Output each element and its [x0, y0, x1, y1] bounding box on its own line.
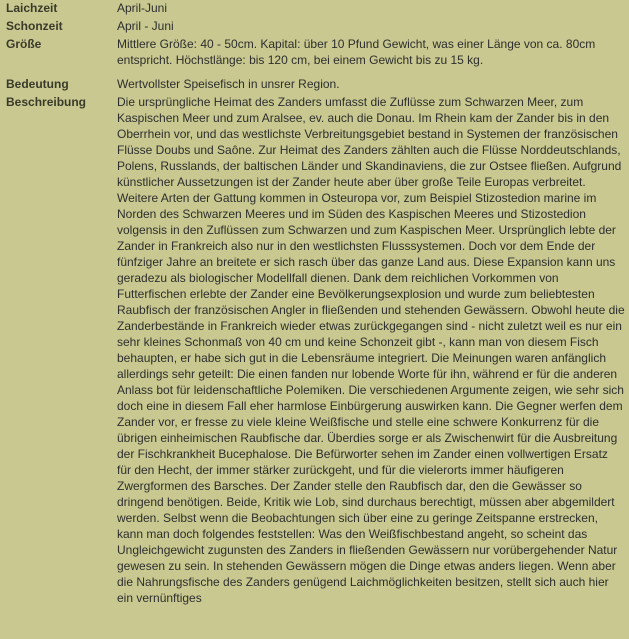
- row-laichzeit: [0, 0, 629, 18]
- value-beschreibung: Die ursprüngliche Heimat des Zanders umfasst die Zuflüsse zum Schwarzen Meer, zum Kaspischen Meer und zum Aralsee, ev. auch die Donau. Im Rhein kam der Zander bis in den Oberrhein vor, und das westlichste Verbreitungsgebiet bestand in Systemen der französischen Flüsse Doubs und Saône. Zur Heimat des Zanders zählten auch die Flüsse Norddeutschlands, Polens, Russlands, der baltischen Länder und Skandinaviens, die zur Ostsee fließen. Aufgrund künstlicher Aussetzungen ist der Zander heute aber über große Teile Europas verbreitet. Weitere Arten der Gattung kommen in Osteuropa vor, zum Beispiel Stizostedion marine im Norden des Schwarzen Meeres und im Süden des Kaspischen Meeres und Stizostedion volgensis in den Zuflüssen zum Schwarzen und zum Kaspischen Meer. Ursprünglich lebte der Zander in Frankreich also nur in den westlichsten Flusssystemen. Doch vor dem Ende der fünfziger Jahre an breitete er sich rasch über das ganze Land aus. Diese Expansion kann uns geradezu als biologischer Modellfall dienen. Dank dem reichlichen Vorkommen von Futterfischen erlebte der Zander eine Bevölkerungsexplosion und wurde zum beliebtesten Raubfisch der französischen Angler in fließenden und stehenden Gewässern. Obwohl heute die Zanderbestände in Frankreich wieder etwas zurückgegangen sind - nicht zuletzt weil es nur ein sehr kleines Schonmaß von 40 cm und keine Schonzeit gibt -, kann man von diesem Fisch behaupten, er habe sich gut in die Lebensräume integriert. Die Meinungen waren anfänglich allerdings sehr geteilt: Die einen fanden nur lobende Worte für ihn, während er für die anderen Anlass bot für leidenschaftliche Polemiken. Die verschiedenen Argumente zeigen, wie sehr sich doch eine in diesem Fall eher harmlose Einbürgerung auswirken kann. Die Gegner werfen dem Zander vor, er fresse zu viele kleine Weißfische und stelle eine schwere Konkurrenz für die übrigen einheimischen Raubfische dar. Überdies sorge er als Zwischenwirt für die Ausbreitung der Fischkrankheit Bucephalose. Die Befürworter sehen im Zander einen vollwertigen Ersatz für den Hecht, der immer stärker zurückgeht, und für die vielerorts immer häufigeren Zwergformen des Barsches. Der Zander stelle den Raubfisch dar, den die Gewässer so dringend benötigen. Beide, Kritik wie Lob, sind durchaus berechtigt, müssen aber abgemildert werden. Selbst wenn die Beobachtungen sich über eine zu geringe Zeitspanne erstrecken, kann man doch folgendes feststellen: Was den Weißfischbestand angeht, so scheint das Ungleichgewicht zugunsten des Zanders in fließenden Gewässern nur vorübergehender Natur gewesen zu sein. In stehenden Gewässern mögen die Dinge etwas anders liegen. Wenn aber die Nahrungsfische des Zanders genügend Laichmöglichkeiten besitzen, stellt sich auch hier ein vernünftiges: [117, 95, 625, 605]
- label-schonzeit: Schonzeit: [6, 19, 63, 33]
- row-schonzeit: [0, 18, 629, 36]
- label-bedeutung: Bedeutung: [6, 77, 69, 91]
- value-schonzeit: April - Juni: [117, 19, 174, 33]
- label-beschreibung: Beschreibung: [6, 95, 87, 109]
- value-bedeutung: Wertvollster Speisefisch in unsrer Region.: [117, 77, 340, 91]
- value-groesse: Mittlere Größe: 40 - 50cm. Kapital: über 10 Pfund Gewicht, was einer Länge von ca. 80cm entspricht. Höchstlänge: bis 120 cm, bei einem Gewicht bis zu 15 kg.: [117, 37, 596, 67]
- row-groesse: [0, 36, 629, 76]
- row-bedeutung: [0, 76, 629, 94]
- value-laichzeit: April-Juni: [117, 1, 168, 15]
- label-groesse: Größe: [6, 37, 42, 51]
- label-laichzeit: Laichzeit: [6, 1, 58, 15]
- row-beschreibung: [0, 94, 629, 606]
